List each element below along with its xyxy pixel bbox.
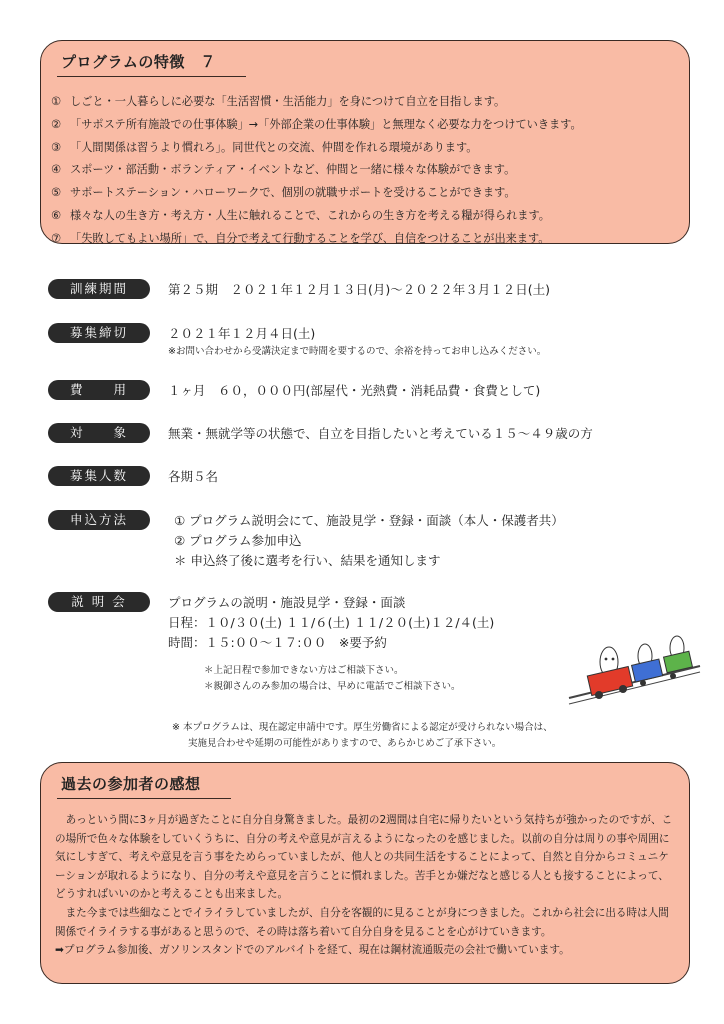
session-note-2: ＊親御さんのみ参加の場合は、早めに電話でご相談下さい。 <box>204 681 461 692</box>
target-value: 無業・無就学等の状態で、自立を目指したいと考えている１５～４９歳の方 <box>168 426 593 441</box>
feature-item: ④ スポーツ・部活動・ボランティア・イベントなど、仲間と一緒に様々な体験ができます。 <box>51 163 516 177</box>
features-title: プログラムの特徴 ７ <box>57 51 246 77</box>
apply-note: ＊ 申込終了後に選考を行い、結果を通知します <box>174 553 441 568</box>
capacity-label: 募集人数 <box>48 466 150 486</box>
certification-remark: ※ 本プログラムは、現在認定申請中です。厚生労働省による認定が受けられない場合は、 実施見合わせや延期の可能性がありますので、あらかじめご了承下さい。 <box>172 722 553 749</box>
feature-item: ⑦ 「失敗してもよい場所」で、自分で考えて行動することを学び、自信をつけることが出来ます。 <box>51 231 550 245</box>
testimony-outcome: ➡プログラム参加後、ガソリンスタンドでのアルバイトを経て、現在は鋼材流通販売の会社で働いています。 <box>55 944 570 957</box>
features-list <box>51 91 582 251</box>
session-desc: プログラムの説明・施設見学・登録・面談 <box>168 595 406 610</box>
train-characters-illustration <box>565 628 705 710</box>
session-label: 説 明 会 <box>48 592 150 612</box>
fee-label: 費 用 <box>48 380 150 400</box>
session-time: 時間：１５:００～１７:００ ※要予約 <box>168 635 387 650</box>
session-note-1: ＊上記日程で参加できない方はご相談下さい。 <box>204 665 404 676</box>
deadline-label: 募集締切 <box>48 323 150 343</box>
feature-item: ② 「サポステ所有施設での仕事体験」→「外部企業の仕事体験」と無理なく必要な力をつけていきます。 <box>51 117 582 131</box>
session-dates: 日程：１０/３０(土) １１/６(土) １１/２０(土)１２/４(土) <box>168 615 495 630</box>
apply-step-2: ② プログラム参加申込 <box>174 533 302 548</box>
feature-item: ③ 「人間関係は習うより慣れろ」。同世代との交流、仲間を作れる環境があります。 <box>51 140 478 154</box>
target-label: 対 象 <box>48 423 150 443</box>
features-panel <box>40 40 690 244</box>
feature-item: ⑤ サポートステーション・ハローワークで、個別の就職サポートを受けることができます。 <box>51 186 516 200</box>
apply-label: 申込方法 <box>48 510 150 530</box>
period-label: 訓練期間 <box>48 279 150 299</box>
testimony-paragraph: あっという間に3ヶ月が過ぎたことに自分自身驚きました。最初の2週間は自宅に帰りたいという気持ちが強かったのですが、この場所で色々な体験をしていくうちに、自分の考えや意見が言えるようになったのを感じました。以前の自分は周りの事や周囲に気にしすぎて、考えや意見を言う事をためらっていましたが、他人との共同生活をすることによって、自然と自分からコミュニケーションが取れるようになり、自分の考えや意見を言うことに慣れました。苦手とか嫌だなと感じる人とも接することによって、どうすればいいのかと考えることも出来ました。 <box>55 814 673 901</box>
feature-item: ⑥ 様々な人の生き方・考え方・人生に触れることで、これからの生き方を考える糧が得られます。 <box>51 208 550 222</box>
feature-item: ① しごと・一人暮らしに必要な「生活習慣・生活能力」を身につけて自立を目指します。 <box>51 95 506 108</box>
fee-value: １ヶ月 ６０，０００円(部屋代・光熱費・消耗品費・食費として) <box>168 383 541 398</box>
testimony-paragraph: また今までは些細なことでイライラしていましたが、自分を客観的に見ることが身につきました。これから社会に出る時は人間関係でイライラする事があると思うので、その時は落ち着いて自分自身を見ることを心がけていきます。 <box>55 906 669 938</box>
deadline-value: ２０２１年１２月４日(土) <box>168 326 316 341</box>
testimony-panel <box>40 762 690 984</box>
capacity-value: 各期５名 <box>168 469 219 484</box>
testimony-title: 過去の参加者の感想 <box>57 773 231 799</box>
apply-step-1: ① プログラム説明会にて、施設見学・登録・面談（本人・保護者共） <box>174 513 564 528</box>
deadline-note: ※お問い合わせから受講決定まで時間を要するので、余裕を持ってお申し込みください。 <box>168 346 547 357</box>
period-value: 第２５期 ２０２１年１２月１３日(月)～２０２２年３月１２日(土) <box>168 282 551 297</box>
